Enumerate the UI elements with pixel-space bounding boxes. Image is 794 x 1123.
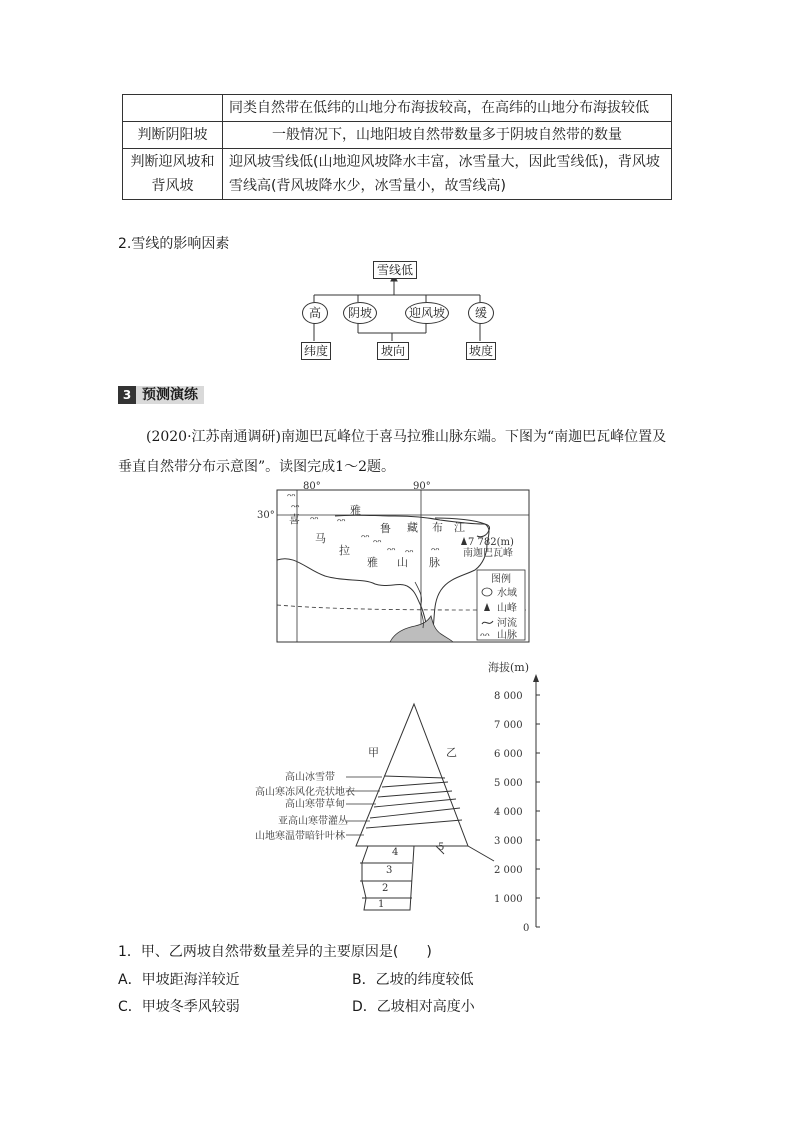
range-char: 脉 [429, 556, 440, 569]
option-c[interactable]: C．甲坡冬季风较弱 [118, 999, 240, 1015]
tick-label: 0 [523, 923, 530, 934]
row-label: 判断迎风坡和背风坡 [123, 149, 223, 200]
row-text: 一般情况下，山地阳坡自然带数量多于阴坡自然带的数量 [223, 122, 672, 149]
oval-gentle: 缓 [468, 302, 494, 324]
peak-elevation: 7 782(m) [468, 537, 514, 548]
legend-label: 山脉 [497, 630, 517, 641]
svg-text:ᴖᴖ: ᴖᴖ [287, 492, 296, 500]
tick-label: 6 000 [494, 749, 523, 760]
zone-number: 3 [386, 865, 393, 876]
row-text: 同类自然带在低纬的山地分布海拔较高，在高纬的山地分布海拔较低 [223, 95, 672, 122]
row-label [123, 95, 223, 122]
svg-text:ᴖᴖ: ᴖᴖ [337, 517, 346, 525]
svg-text:ᴖᴖ: ᴖᴖ [431, 546, 440, 554]
tick-label: 8 000 [494, 691, 523, 702]
section-number: 3 [118, 386, 136, 404]
svg-text:ᴖᴖ: ᴖᴖ [361, 533, 370, 541]
legend-label: 山峰 [497, 603, 517, 614]
row-text: 迎风坡雪线低(山地迎风坡降水丰富，冰雪量大，因此雪线低)，背风坡雪线高(背风坡降水少，冰雪量小，故雪线高) [223, 149, 672, 200]
snowline-heading: 2.雪线的影响因素 [118, 236, 230, 252]
legend-label: 河流 [497, 618, 517, 629]
zone-number: 1 [378, 899, 385, 910]
tick-label: 2 000 [494, 865, 523, 876]
legend-title: 图例 [491, 574, 511, 585]
zone-label: 亚高山寒带灌丛 [278, 816, 348, 827]
river-char: 雅 [350, 504, 361, 517]
river-char: 江 [454, 521, 465, 534]
svg-text:ᴖᴖ: ᴖᴖ [291, 503, 300, 511]
zone-number: 5 [438, 842, 445, 853]
tick-label: 7 000 [494, 720, 523, 731]
zone-number: 4 [392, 847, 399, 858]
range-char: 马 [315, 532, 326, 545]
side-label-yi: 乙 [446, 746, 457, 759]
range-char: 雅 [367, 556, 378, 569]
zone-label: 高山寒冻风化壳状地衣 [255, 787, 355, 798]
oval-high: 高 [302, 302, 328, 324]
range-char: 拉 [339, 544, 350, 557]
zonation-profile [250, 656, 550, 938]
tick-label: 4 000 [494, 807, 523, 818]
tick-label: 1 000 [494, 894, 523, 905]
lat-label-30: 30° [257, 510, 275, 521]
tick-label: 5 000 [494, 778, 523, 789]
range-char: 喜 [289, 513, 300, 526]
svg-text:ᴖᴖ: ᴖᴖ [387, 546, 396, 554]
lon-label-80: 80° [303, 481, 321, 492]
table-row [123, 95, 672, 122]
table-row [123, 149, 672, 200]
oval-windward-slope: 迎风坡 [405, 302, 449, 324]
mountain-range-icon: ᴖᴖ [480, 631, 490, 640]
water-area-icon [482, 588, 492, 596]
section-tag [118, 386, 204, 404]
peak-name: 南迦巴瓦峰 [463, 548, 513, 559]
oval-shady-slope: 阴坡 [343, 302, 377, 324]
snowline-low-box: 雪线低 [373, 261, 417, 279]
zone-number: 2 [382, 883, 389, 894]
factor-slope-box: 坡度 [466, 342, 496, 360]
river-char: 布 [432, 521, 443, 534]
table-row [123, 122, 672, 149]
intro-paragraph: (2020·江苏南通调研)南迦巴瓦峰位于喜马拉雅山脉东端。下图为“南迦巴瓦峰位置及垂直自然带分布示意图”。读图完成1～2题。 [118, 429, 667, 475]
question-stem: 1．甲、乙两坡自然带数量差异的主要原因是( ) [118, 944, 432, 960]
section-label: 预测演练 [136, 386, 204, 404]
option-b[interactable]: B．乙坡的纬度较低 [352, 972, 474, 988]
river-char: 藏 [407, 521, 418, 534]
axis-title: 海拔(m) [488, 661, 530, 674]
option-a[interactable]: A．甲坡距海洋较近 [118, 972, 240, 988]
zone-label: 山地寒温带暗针叶林 [255, 831, 345, 842]
zone-label: 高山寒带草甸 [285, 799, 345, 810]
side-label-jia: 甲 [368, 746, 379, 759]
lon-label-90: 90° [413, 481, 431, 492]
factor-aspect-box: 坡向 [377, 342, 409, 360]
range-char: 山 [397, 556, 408, 569]
factor-latitude-box: 纬度 [301, 342, 331, 360]
svg-text:ᴖᴖ: ᴖᴖ [373, 538, 382, 546]
option-d[interactable]: D．乙坡相对高度小 [352, 999, 475, 1015]
svg-text:ᴖᴖ: ᴖᴖ [405, 548, 414, 556]
rules-table [122, 94, 672, 200]
river-char: 鲁 [380, 522, 391, 535]
location-map [255, 478, 535, 646]
tick-label: 3 000 [494, 836, 523, 847]
zone-label: 高山冰雪带 [285, 772, 335, 783]
row-label: 判断阴阳坡 [123, 122, 223, 149]
svg-text:ᴖᴖ: ᴖᴖ [310, 515, 319, 523]
legend-label: 水域 [497, 588, 517, 599]
